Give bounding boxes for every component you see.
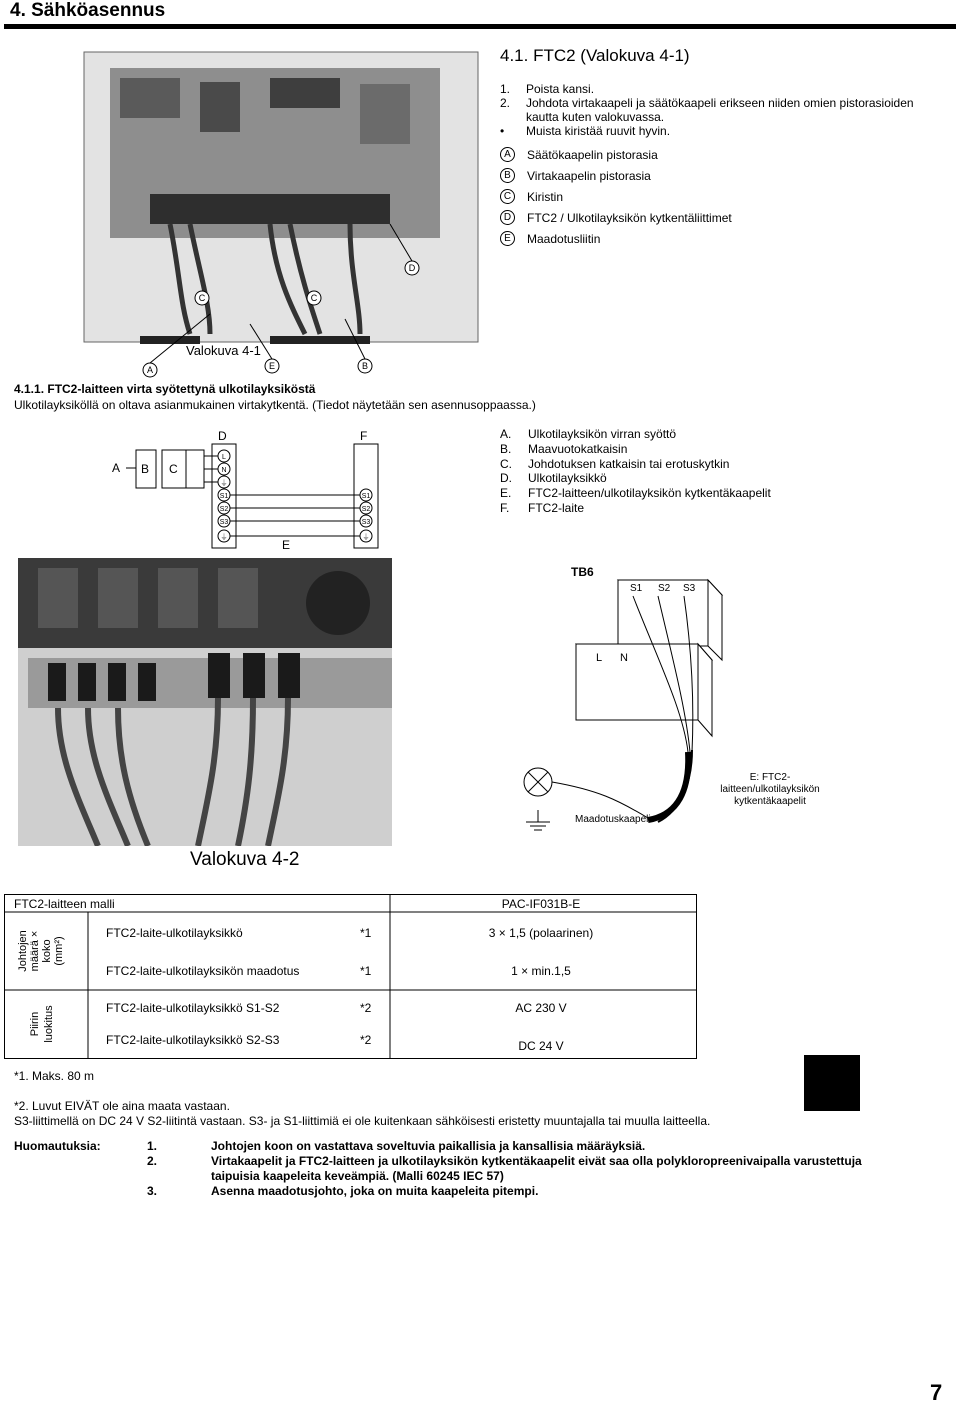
subsection-title: 4.1.1. FTC2-laitteen virta syötettynä ulkotilayksiköstä: [14, 382, 316, 396]
terminal-d-ground2: ⏚: [220, 534, 228, 541]
label-e: E: [282, 538, 291, 552]
step-item: 1. Poista kansi.: [500, 82, 595, 96]
remark-item: 2. Virtakaapelit ja FTC2-laitteen ja ulkotilayksikön kytkentäkaapelit eivät saa olla polykloropreenivaipalla varustettuja: [147, 1154, 862, 1168]
legend-item: A. Ulkotilayksikön virran syöttö: [500, 427, 677, 441]
legend-item: F. FTC2-laite: [500, 500, 585, 515]
remarks-list: [147, 1139, 862, 1199]
remarks-heading: Huomautuksia:: [14, 1139, 101, 1153]
legend-item: C. Johdotuksen katkaisin tai erotuskytkin: [500, 456, 730, 471]
step-item: • Muista kiristää ruuvit hyvin.: [500, 124, 671, 138]
remark-item: 1. Johtojen koon on vastattava soveltuvia paikallisia ja kansallisia määräyksiä.: [147, 1139, 646, 1153]
circle-letter-icon: B: [500, 168, 515, 183]
e-label-line3: kytkentäkaapelit: [734, 796, 806, 807]
terminal-f-s2: S2: [361, 506, 371, 513]
terminal-f-s3: S3: [361, 519, 371, 526]
row2-value: 1 × min.1,5: [511, 964, 571, 978]
terminal-d-n: N: [221, 467, 227, 474]
tb6-s2: S2: [658, 583, 671, 594]
step-item: 2. Johdota virtakaapeli ja säätökaapeli erikseen niiden omien pistorasioiden: [500, 96, 914, 110]
e-label-line2: laitteen/ulkotilayksikön: [720, 784, 820, 795]
table-group1-label: Johtojenmäärä ×koko(mm²): [17, 930, 65, 972]
table-model-value: PAC-IF031B-E: [501, 897, 581, 911]
legend-item: C Kiristin: [500, 186, 732, 207]
spec-table: [4, 894, 698, 1060]
row3-value: AC 230 V: [515, 1001, 567, 1015]
label-a: A: [112, 461, 121, 475]
callout-c2: C: [310, 293, 318, 303]
photo-4-1-caption: Valokuva 4-1: [186, 343, 261, 358]
ground-cable-label: Maadotuskaapeli: [575, 814, 651, 825]
legend-item: E. FTC2-laitteen/ulkotilayksikön kytkentäkaapelit: [500, 486, 771, 501]
title-rule: [4, 24, 956, 29]
terminal-d-s1: S1: [219, 493, 229, 500]
terminal-d-s2: S2: [219, 506, 229, 513]
callout-c1: C: [198, 293, 206, 303]
circle-letter-icon: C: [500, 189, 515, 204]
circle-letter-icon: D: [500, 210, 515, 225]
photo-4-2: [18, 558, 392, 846]
photo-4-1: [60, 44, 490, 384]
step-item: kautta kuten valokuvassa.: [526, 110, 665, 124]
tb6-schematic: [508, 560, 860, 832]
wiring-diagram: [100, 428, 400, 554]
black-square: [804, 1055, 860, 1111]
legend-item: D FTC2 / Ulkotilayksikön kytkentäliittimet: [500, 207, 732, 228]
l-label: L: [596, 652, 603, 664]
row3-label: FTC2-laite-ulkotilayksikkö S1-S2: [106, 1001, 280, 1015]
label-b: B: [141, 462, 150, 476]
label-f: F: [360, 429, 368, 443]
wiring-legend: [500, 427, 771, 516]
row4-label: FTC2-laite-ulkotilayksikkö S2-S3: [106, 1033, 280, 1047]
terminal-f-ground: ⏚: [362, 534, 370, 541]
circle-letter-icon: E: [500, 231, 515, 246]
page-title: 4. Sähköasennus: [10, 0, 166, 21]
remark-item: taipuisia kaapeleita keveämpiä. (Malli 60245 IEC 57): [211, 1169, 504, 1183]
table-group2-label: Piirin luokitus: [29, 1005, 55, 1043]
terminal-f-s1: S1: [361, 493, 371, 500]
row4-value: DC 24 V: [518, 1039, 564, 1053]
row1-label: FTC2-laite-ulkotilayksikkö: [106, 926, 243, 940]
callout-d: D: [408, 263, 416, 273]
footnote-2b: S3-liittimellä on DC 24 V S2-liitintä vastaan. S3- ja S1-liittimiä ei ole kuitenkaan sähköisesti eristetty muuntajalla tai muulla laitteella.: [14, 1114, 711, 1128]
row1-note: *1: [360, 926, 372, 940]
terminal-d-l: L: [222, 454, 226, 461]
circle-letter-icon: A: [500, 147, 515, 162]
table-model-label: FTC2-laitteen malli: [14, 897, 115, 911]
legend-item: D. Ulkotilayksikkö: [500, 471, 607, 486]
row2-label: FTC2-laite-ulkotilayksikön maadotus: [106, 964, 300, 978]
row3-note: *2: [360, 1001, 372, 1015]
footnote-1: *1. Maks. 80 m: [14, 1069, 95, 1083]
remark-item: 3. Asenna maadotusjohto, joka on muita kaapeleita pitempi.: [147, 1184, 539, 1198]
terminal-d-s3: S3: [219, 519, 229, 526]
e-label-line1: E: FTC2-: [749, 772, 791, 783]
callout-a: A: [146, 365, 154, 375]
tb6-label: TB6: [571, 565, 594, 579]
footnote-2a: *2. Luvut EIVÄT ole aina maata vastaan.: [14, 1099, 230, 1113]
legend-item: B. Maavuotokatkaisin: [500, 441, 628, 456]
section-title: 4.1. FTC2 (Valokuva 4-1): [500, 46, 690, 65]
tb6-s3: S3: [683, 583, 696, 594]
label-d: D: [218, 429, 227, 443]
subsection-text: Ulkotilayksiköllä on oltava asianmukainen virtakytkentä. (Tiedot näytetään sen asennusoppaassa.): [14, 398, 536, 412]
photo-4-2-caption: Valokuva 4-2: [190, 849, 300, 870]
row4-note: *2: [360, 1033, 372, 1047]
steps-list: [500, 82, 955, 138]
row1-value: 3 × 1,5 (polaarinen): [488, 926, 594, 940]
label-c: C: [169, 462, 178, 476]
legend-item: E Maadotusliitin: [500, 228, 732, 249]
terminal-d-ground: ⏚: [220, 480, 228, 487]
tb6-s1: S1: [630, 583, 643, 594]
callout-e: E: [268, 361, 276, 371]
legend-item: B Virtakaapelin pistorasia: [500, 165, 732, 186]
row2-note: *1: [360, 964, 372, 978]
callout-b: B: [361, 361, 369, 371]
photo-legend: [500, 144, 732, 249]
legend-item: A Säätökaapelin pistorasia: [500, 144, 732, 165]
n-label: N: [620, 652, 628, 664]
page-number: 7: [930, 1380, 943, 1405]
